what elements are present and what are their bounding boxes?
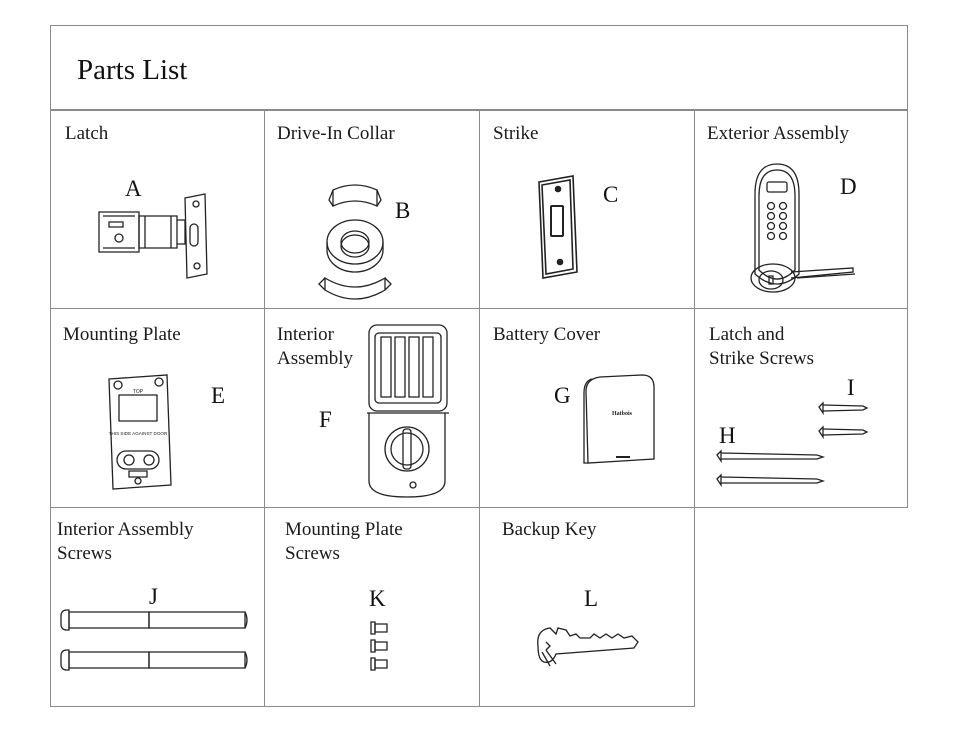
part-letter: B xyxy=(395,198,411,223)
plate-side-label: THIS SIDE AGAINST DOOR xyxy=(108,431,168,436)
part-letter: L xyxy=(584,586,599,611)
brand-label: Hatbois xyxy=(611,411,633,417)
part-letter: C xyxy=(603,182,619,207)
small-screws-icon xyxy=(367,620,391,676)
parts-list-sheet xyxy=(50,25,908,707)
part-letter: D xyxy=(840,174,857,199)
part-letter: E xyxy=(211,383,226,408)
keypad-lock-icon xyxy=(735,154,875,304)
plate-top-label: TOP xyxy=(132,389,144,395)
part-cell-mounting-plate-screws xyxy=(264,507,480,707)
battery-cover-icon xyxy=(580,373,660,473)
part-name: Mounting Plate xyxy=(63,324,181,345)
latch-icon xyxy=(95,190,225,290)
part-name: Interior Assembly Screws xyxy=(57,519,194,564)
interior-assembly-icon xyxy=(365,321,455,501)
part-name: Latch xyxy=(65,123,109,144)
part-cell-interior-assembly-screws xyxy=(50,507,265,707)
part-letter: A xyxy=(125,176,142,201)
part-cell-battery-cover xyxy=(479,308,695,508)
part-letter: J xyxy=(149,584,158,609)
part-letter: K xyxy=(369,586,386,611)
strike-icon xyxy=(535,174,585,284)
key-icon xyxy=(534,620,644,676)
part-cell-exterior-assembly xyxy=(694,109,908,309)
part-letter: F xyxy=(319,407,332,432)
part-letter-h: H xyxy=(719,423,736,448)
part-cell-latch xyxy=(50,109,265,309)
part-name: Exterior Assembly xyxy=(707,123,849,144)
screws-icon xyxy=(715,395,875,495)
part-cell-backup-key xyxy=(479,507,695,707)
part-name: Battery Cover xyxy=(493,324,601,345)
part-cell-mounting-plate xyxy=(50,308,265,508)
part-name: Mounting Plate Screws xyxy=(285,519,403,564)
part-letter: G xyxy=(554,383,571,408)
title-box xyxy=(50,25,908,111)
part-cell-latch-strike-screws xyxy=(694,308,908,508)
part-cell-drive-in-collar xyxy=(264,109,480,309)
collar-icon xyxy=(305,180,405,310)
part-cell-interior-assembly xyxy=(264,308,480,508)
long-bolts-icon xyxy=(59,608,249,678)
part-name: Latch and Strike Screws xyxy=(709,324,815,369)
part-name: Strike xyxy=(493,123,539,144)
part-name: Drive-In Collar xyxy=(277,123,395,144)
page-title: Parts List xyxy=(77,54,188,86)
part-name: Interior Assembly xyxy=(277,324,353,369)
part-cell-strike xyxy=(479,109,695,309)
part-name: Backup Key xyxy=(502,519,597,540)
mounting-plate-icon xyxy=(105,373,175,493)
part-letter-i: I xyxy=(847,375,855,400)
